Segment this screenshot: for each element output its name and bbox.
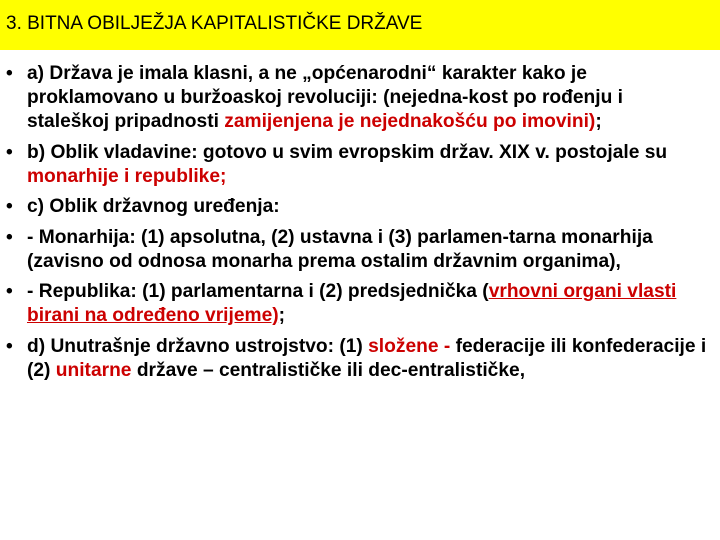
item-d-text: d) Unutrašnje državno ustrojstvo: (1) <box>27 335 369 357</box>
slide-title: 3. BITNA OBILJEŽJA KAPITALISTIČKE DRŽAVE <box>6 13 423 34</box>
item-a-highlight: zamijenjena je nejednakošću po imovini) <box>224 111 596 132</box>
bullet-item-c <box>0 195 720 219</box>
title-bar <box>0 0 720 50</box>
bullet-item-a <box>0 62 720 134</box>
item-d-highlight-1: složene - <box>368 335 451 357</box>
bullet-icon: • <box>6 226 13 248</box>
item-a-text-end: ; <box>595 111 602 132</box>
bullet-icon: • <box>6 141 13 163</box>
content-area <box>0 62 720 389</box>
item-c-text: c) Oblik državnog uređenja: <box>27 196 280 217</box>
item-a-text: a) Država je imala klasni, a ne „općenarodni“ karakter kako je proklamovano u buržoaskoj revoluciji: (nejedna-kost po rođenju i staleškoj pripadnosti <box>27 63 623 132</box>
bullet-item-republic <box>0 280 720 328</box>
bullet-icon: • <box>6 335 13 357</box>
item-republic-text: - Republika: (1) parlamentarna i (2) predsjednička ( <box>27 281 489 302</box>
item-republic-highlight: vrhovni organi vlasti birani na određeno vrijeme) <box>27 281 677 326</box>
bullet-item-d <box>0 335 720 383</box>
item-b-text: b) Oblik vladavine: gotovo u svim evropskim držav. XIX v. postojale su <box>27 141 668 163</box>
item-d-text-3: države – centralističke ili dec-entralističke, <box>131 359 526 381</box>
bullet-icon: • <box>6 196 13 217</box>
item-d-text-2: federacije ili konfederacije i (2) <box>27 335 707 381</box>
bullet-list <box>0 62 720 383</box>
item-monarchy-text: - Monarhija: (1) apsolutna, (2) ustavna i (3) parlamen-tarna monarhija (zavisno od odnosa monarha prema ostalim državnim organima), <box>27 226 653 272</box>
item-republic-text-end: ; <box>278 305 286 326</box>
bullet-icon: • <box>6 63 13 84</box>
item-b-highlight: monarhije i republike; <box>27 165 227 187</box>
bullet-icon: • <box>6 281 13 302</box>
bullet-item-monarchy <box>0 226 720 274</box>
item-d-highlight-2: unitarne <box>55 359 132 381</box>
bullet-item-b <box>0 141 720 189</box>
